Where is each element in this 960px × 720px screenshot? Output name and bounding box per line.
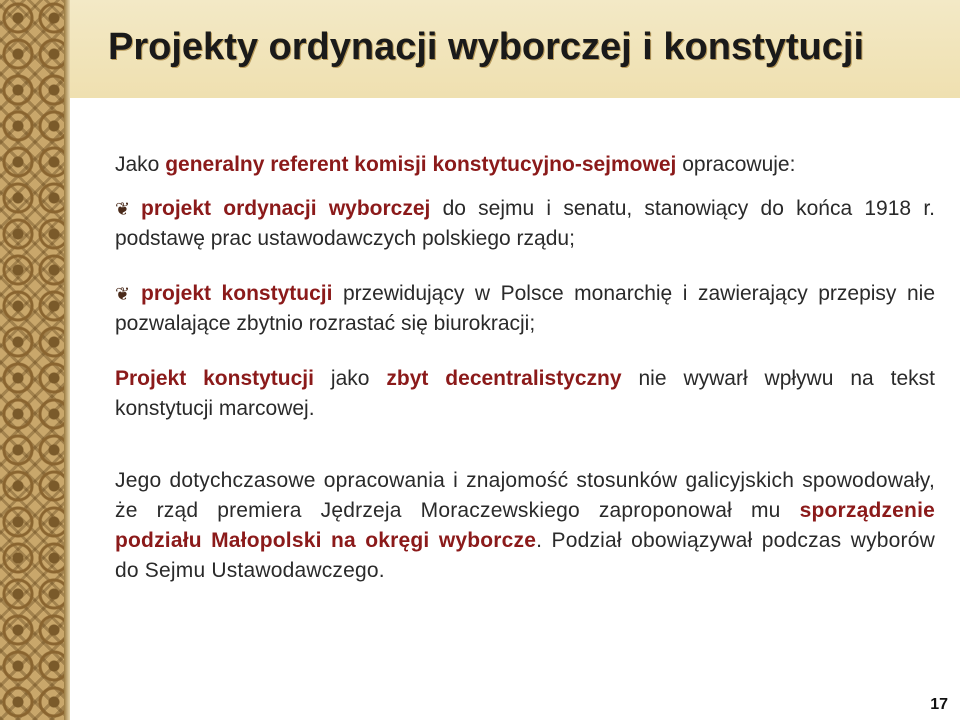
intro-highlight: generalny referent komisji konstytucyjno-sejmowej	[165, 153, 677, 176]
para1-highlight-2: zbyt decentralistyczny	[386, 367, 622, 390]
paragraph-projekt	[115, 364, 935, 424]
bullet-highlight: projekt konstytucji	[141, 282, 333, 305]
page-title: Projekty ordynacji wyborczej i konstytucji	[108, 26, 865, 68]
para2-text-1: Jego dotychczasowe opracowania i znajomość stosunków galicyjskich spowodowały, że rząd premiera Jędrzeja Moraczewskiego zaproponował mu	[115, 469, 935, 522]
intro-text	[115, 150, 935, 180]
bullet-text: do sejmu i senatu, stanowiący do końca 1918 r. podstawę prac ustawodawczych polskiego rządu;	[115, 197, 935, 250]
bullet-item	[115, 194, 935, 254]
para1-highlight-1: Projekt konstytucji	[115, 367, 314, 390]
leaf-bullet-icon: ❦	[115, 284, 131, 304]
intro-pre: Jako	[115, 153, 166, 176]
para1-text-2: nie wywarł wpływu na tekst konstytucji marcowej.	[115, 367, 935, 420]
para2-text-2: . Podział obowiązywał podczas wyborów do Sejmu Ustawodawczego.	[115, 529, 935, 582]
bullet-text: przewidujący w Polsce monarchię i zawierający przepisy nie pozwalające zbytnio rozrastać się biurokracji;	[115, 282, 936, 335]
para2-highlight: sporządzenie podziału Małopolski na okręgi wyborcze	[115, 499, 935, 552]
decorative-border	[0, 0, 70, 720]
para1-text-1: jako	[313, 367, 387, 390]
slide-content	[115, 150, 935, 622]
paragraph-podzial	[115, 466, 935, 586]
intro-post: opracowuje:	[676, 153, 796, 176]
bullet-item	[115, 279, 935, 339]
page-number: 17	[930, 696, 948, 713]
leaf-bullet-icon: ❦	[115, 199, 131, 219]
bullet-highlight: projekt ordynacji wyborczej	[141, 197, 431, 220]
